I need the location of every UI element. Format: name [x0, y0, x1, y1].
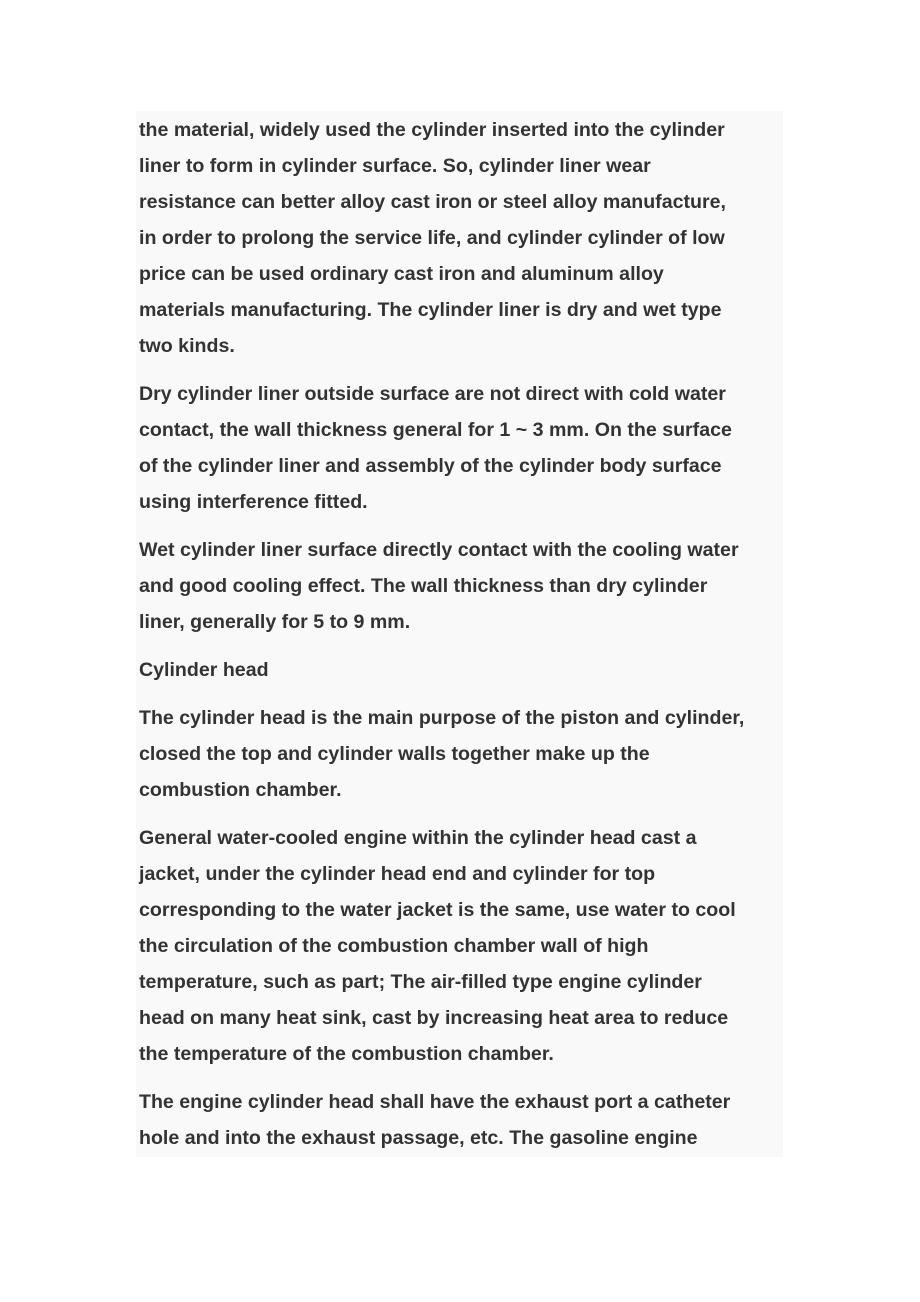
paragraph-cylinder-head-purpose: The cylinder head is the main purpose of the piston and cylinder, closed the top and cylinder walls together make up the combustion chamber.: [139, 707, 745, 801]
document-text-block: [136, 111, 783, 1157]
section-heading-cylinder-head: Cylinder head: [139, 659, 269, 681]
paragraph-wet-cylinder-liner: Wet cylinder liner surface directly contact with the cooling water and good cooling effect. The wall thickness than dry cylinder liner, generally for 5 to 9 mm.: [139, 539, 739, 633]
paragraph-cylinder-liner-materials: the material, widely used the cylinder inserted into the cylinder liner to form in cylinder surface. So, cylinder liner wear resistance can better alloy cast iron or steel alloy manufacture, in order to prolong the service life, and cylinder cylinder of low price can be used ordinary cast iron and aluminum alloy materials manufacturing. The cylinder liner is dry and wet type two kinds.: [139, 119, 726, 357]
paragraph-cylinder-head-cooling: General water-cooled engine within the cylinder head cast a jacket, under the cylinder head end and cylinder for top corresponding to the water jacket is the same, use water to cool the circulation of the combustion chamber wall of high temperature, such as part; The air-filled type engine cylinder head on many heat sink, cast by increasing heat area to reduce the temperature of the combustion chamber.: [139, 827, 736, 1065]
paragraph-dry-cylinder-liner: Dry cylinder liner outside surface are not direct with cold water contact, the wall thickness general for 1 ~ 3 mm. On the surface of the cylinder liner and assembly of the cylinder body surface using interference fitted.: [139, 383, 732, 513]
paragraph-cylinder-head-ports: The engine cylinder head shall have the exhaust port a catheter hole and into the exhaust passage, etc. The gasoline engine: [139, 1091, 731, 1149]
